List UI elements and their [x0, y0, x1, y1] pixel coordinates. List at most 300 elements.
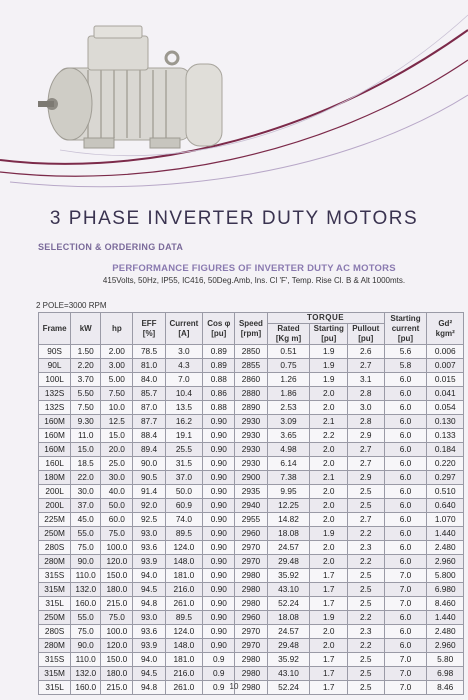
- table-cell: 6.0: [384, 387, 427, 401]
- table-cell: 90L: [39, 359, 71, 373]
- table-cell: 2970: [235, 639, 267, 653]
- table-cell: 2980: [235, 583, 267, 597]
- table-cell: 93.9: [133, 639, 165, 653]
- table-cell: 6.0: [384, 499, 427, 513]
- table-cell: 0.90: [203, 527, 235, 541]
- table-cell: 261.0: [165, 681, 203, 695]
- table-cell: 0.006: [427, 345, 464, 359]
- table-cell: 2980: [235, 569, 267, 583]
- table-cell: 1.070: [427, 513, 464, 527]
- table-cell: 2.0: [310, 457, 348, 471]
- table-cell: 8.46: [427, 681, 464, 695]
- table-cell: 37.0: [165, 471, 203, 485]
- table-cell: 37.0: [71, 499, 101, 513]
- table-cell: 280M: [39, 639, 71, 653]
- table-cell: 120.0: [101, 639, 133, 653]
- table-cell: 2.1: [310, 415, 348, 429]
- table-cell: 0.89: [203, 345, 235, 359]
- table-row: [39, 653, 464, 667]
- table-cell: 87.7: [133, 415, 165, 429]
- header-kw: kW: [71, 313, 101, 345]
- table-cell: 2880: [235, 387, 267, 401]
- table-cell: 148.0: [165, 639, 203, 653]
- table-cell: 1.50: [71, 345, 101, 359]
- table-cell: 0.90: [203, 541, 235, 555]
- table-cell: 2.8: [348, 415, 384, 429]
- table-cell: 3.1: [348, 373, 384, 387]
- motor-illustration-header: [0, 0, 468, 195]
- table-cell: 0.90: [203, 583, 235, 597]
- table-cell: 0.054: [427, 401, 464, 415]
- table-cell: 0.90: [203, 471, 235, 485]
- table-cell: 9.30: [71, 415, 101, 429]
- table-cell: 11.0: [71, 429, 101, 443]
- table-cell: 84.0: [133, 373, 165, 387]
- table-cell: 2970: [235, 555, 267, 569]
- table-cell: 0.9: [203, 681, 235, 695]
- table-cell: 160M: [39, 429, 71, 443]
- table-cell: 0.90: [203, 611, 235, 625]
- table-cell: 87.0: [133, 401, 165, 415]
- table-cell: 12.5: [101, 415, 133, 429]
- table-cell: 0.75: [267, 359, 310, 373]
- table-cell: 16.2: [165, 415, 203, 429]
- table-cell: 2930: [235, 415, 267, 429]
- table-cell: 24.57: [267, 625, 310, 639]
- table-cell: 160.0: [71, 597, 101, 611]
- table-cell: 7.50: [101, 387, 133, 401]
- table-cell: 2980: [235, 667, 267, 681]
- table-cell: 90.0: [133, 457, 165, 471]
- table-cell: 2.7: [348, 457, 384, 471]
- header-pullout: Pullout [pu]: [348, 324, 384, 345]
- table-cell: 0.90: [203, 597, 235, 611]
- table-row: [39, 471, 464, 485]
- table-cell: 81.0: [133, 359, 165, 373]
- table-cell: 200L: [39, 499, 71, 513]
- table-cell: 6.0: [384, 401, 427, 415]
- table-cell: 180.0: [101, 667, 133, 681]
- table-cell: 1.440: [427, 527, 464, 541]
- table-cell: 0.015: [427, 373, 464, 387]
- table-cell: 280M: [39, 555, 71, 569]
- table-cell: 18.08: [267, 527, 310, 541]
- table-cell: 75.0: [101, 611, 133, 625]
- table-row: [39, 401, 464, 415]
- table-cell: 5.6: [384, 345, 427, 359]
- table-cell: 94.0: [133, 653, 165, 667]
- table-cell: 93.6: [133, 541, 165, 555]
- header-frame: Frame: [39, 313, 71, 345]
- table-cell: 2.0: [310, 387, 348, 401]
- table-cell: 2.480: [427, 541, 464, 555]
- table-cell: 2890: [235, 401, 267, 415]
- table-row: [39, 429, 464, 443]
- table-cell: 0.90: [203, 457, 235, 471]
- table-cell: 2.960: [427, 555, 464, 569]
- table-cell: 6.98: [427, 667, 464, 681]
- table-cell: 2.8: [348, 387, 384, 401]
- table-cell: 0.9: [203, 653, 235, 667]
- table-cell: 91.4: [133, 485, 165, 499]
- table-cell: 2.7: [348, 359, 384, 373]
- table-row: [39, 345, 464, 359]
- table-cell: 7.0: [384, 597, 427, 611]
- table-cell: 2.3: [348, 625, 384, 639]
- table-cell: 5.00: [101, 373, 133, 387]
- table-cell: 0.90: [203, 485, 235, 499]
- table-row: [39, 639, 464, 653]
- table-cell: 6.0: [384, 471, 427, 485]
- table-cell: 75.0: [71, 541, 101, 555]
- table-cell: 160M: [39, 443, 71, 457]
- table-cell: 0.041: [427, 387, 464, 401]
- table-cell: 2.0: [310, 443, 348, 457]
- table-cell: 100L: [39, 373, 71, 387]
- table-cell: 29.48: [267, 555, 310, 569]
- table-cell: 2.2: [348, 527, 384, 541]
- table-cell: 2.5: [348, 485, 384, 499]
- table-cell: 2.9: [348, 429, 384, 443]
- table-cell: 43.10: [267, 667, 310, 681]
- table-cell: 2.5: [348, 681, 384, 695]
- table-cell: 35.92: [267, 653, 310, 667]
- table-cell: 6.0: [384, 373, 427, 387]
- table-cell: 160.0: [71, 681, 101, 695]
- table-cell: 6.0: [384, 527, 427, 541]
- table-cell: 0.297: [427, 471, 464, 485]
- table-cell: 0.133: [427, 429, 464, 443]
- table-cell: 92.5: [133, 513, 165, 527]
- table-cell: 75.0: [71, 625, 101, 639]
- table-cell: 2.53: [267, 401, 310, 415]
- table-cell: 0.90: [203, 569, 235, 583]
- table-cell: 2940: [235, 499, 267, 513]
- table-cell: 1.7: [310, 569, 348, 583]
- table-cell: 75.0: [101, 527, 133, 541]
- table-cell: 60.0: [101, 513, 133, 527]
- table-row: [39, 485, 464, 499]
- table-cell: 30.0: [71, 485, 101, 499]
- table-cell: 6.0: [384, 625, 427, 639]
- header-current: Current [A]: [165, 313, 203, 345]
- table-cell: 1.7: [310, 681, 348, 695]
- table-cell: 2.5: [348, 499, 384, 513]
- table-cell: 150.0: [101, 569, 133, 583]
- table-cell: 0.51: [267, 345, 310, 359]
- table-cell: 0.86: [203, 387, 235, 401]
- table-cell: 2855: [235, 359, 267, 373]
- table-cell: 2.0: [310, 513, 348, 527]
- table-cell: 0.90: [203, 415, 235, 429]
- table-cell: 3.65: [267, 429, 310, 443]
- performance-title: PERFORMANCE FIGURES OF INVERTER DUTY AC MOTORS: [112, 263, 396, 274]
- table-cell: 1.7: [310, 597, 348, 611]
- table-cell: 0.90: [203, 639, 235, 653]
- table-cell: 55.0: [71, 527, 101, 541]
- table-cell: 52.24: [267, 597, 310, 611]
- table-cell: 2.0: [310, 541, 348, 555]
- table-cell: 2980: [235, 597, 267, 611]
- table-cell: 2.20: [71, 359, 101, 373]
- table-cell: 180.0: [101, 583, 133, 597]
- table-cell: 180M: [39, 471, 71, 485]
- table-cell: 6.14: [267, 457, 310, 471]
- table-cell: 2850: [235, 345, 267, 359]
- table-cell: 25.0: [101, 457, 133, 471]
- table-cell: 2.0: [310, 485, 348, 499]
- table-cell: 7.0: [384, 681, 427, 695]
- table-cell: 132.0: [71, 583, 101, 597]
- table-row: [39, 415, 464, 429]
- table-row: [39, 443, 464, 457]
- table-row: [39, 597, 464, 611]
- table-cell: 3.70: [71, 373, 101, 387]
- table-cell: 6.0: [384, 485, 427, 499]
- table-cell: 2.0: [310, 555, 348, 569]
- table-cell: 7.0: [384, 653, 427, 667]
- table-cell: 215.0: [101, 597, 133, 611]
- table-cell: 4.98: [267, 443, 310, 457]
- table-cell: 7.0: [165, 373, 203, 387]
- performance-spec: 415Volts, 50Hz, IP55, IC416, 50Deg.Amb, Ins. Cl 'F', Temp. Rise Cl. B & Alt 1000mts.: [102, 276, 406, 285]
- table-cell: 6.0: [384, 541, 427, 555]
- table-cell: 2980: [235, 681, 267, 695]
- table-cell: 74.0: [165, 513, 203, 527]
- table-cell: 15.0: [71, 443, 101, 457]
- table-cell: 93.0: [133, 527, 165, 541]
- table-cell: 25.5: [165, 443, 203, 457]
- table-cell: 280S: [39, 541, 71, 555]
- table-cell: 90.5: [133, 471, 165, 485]
- table-cell: 90.0: [71, 555, 101, 569]
- table-cell: 20.0: [101, 443, 133, 457]
- table-cell: 225M: [39, 513, 71, 527]
- table-cell: 3.0: [348, 401, 384, 415]
- table-cell: 2900: [235, 471, 267, 485]
- table-cell: 1.9: [310, 359, 348, 373]
- table-cell: 8.460: [427, 597, 464, 611]
- table-cell: 88.4: [133, 429, 165, 443]
- table-cell: 52.24: [267, 681, 310, 695]
- table-cell: 9.95: [267, 485, 310, 499]
- table-cell: 2.7: [348, 443, 384, 457]
- table-cell: 7.0: [384, 667, 427, 681]
- table-cell: 7.0: [384, 583, 427, 597]
- table-cell: 5.8: [384, 359, 427, 373]
- table-cell: 315M: [39, 667, 71, 681]
- table-cell: 0.88: [203, 373, 235, 387]
- table-cell: 200L: [39, 485, 71, 499]
- table-row: [39, 499, 464, 513]
- table-cell: 2.5: [348, 667, 384, 681]
- table-cell: 40.0: [101, 485, 133, 499]
- table-cell: 124.0: [165, 625, 203, 639]
- table-cell: 2.6: [348, 345, 384, 359]
- page-number: 10: [229, 682, 239, 691]
- table-cell: 100.0: [101, 625, 133, 639]
- header-hp: hp: [101, 313, 133, 345]
- table-cell: 15.0: [101, 429, 133, 443]
- header-torque: TORQUE: [267, 313, 384, 324]
- table-cell: 0.007: [427, 359, 464, 373]
- table-cell: 13.5: [165, 401, 203, 415]
- table-cell: 2.0: [310, 401, 348, 415]
- table-cell: 3.09: [267, 415, 310, 429]
- table-row: [39, 667, 464, 681]
- table-row: [39, 513, 464, 527]
- table-cell: 2.0: [310, 625, 348, 639]
- table-cell: 3.00: [101, 359, 133, 373]
- header-eff: EFF [%]: [133, 313, 165, 345]
- table-cell: 2.7: [348, 513, 384, 527]
- table-cell: 2930: [235, 429, 267, 443]
- table-cell: 2.2: [348, 611, 384, 625]
- table-cell: 2.1: [310, 471, 348, 485]
- table-cell: 18.08: [267, 611, 310, 625]
- table-row: [39, 541, 464, 555]
- page-title: 3 PHASE INVERTER DUTY MOTORS: [49, 208, 419, 229]
- table-cell: 181.0: [165, 569, 203, 583]
- header-starting-current: Starting current [pu]: [384, 313, 427, 345]
- table-cell: 250M: [39, 527, 71, 541]
- table-cell: 93.0: [133, 611, 165, 625]
- table-cell: 6.0: [384, 639, 427, 653]
- table-body: [39, 345, 464, 695]
- table-cell: 124.0: [165, 541, 203, 555]
- table-cell: 1.9: [310, 527, 348, 541]
- table-cell: 2.0: [310, 499, 348, 513]
- table-cell: 216.0: [165, 667, 203, 681]
- table-cell: 31.5: [165, 457, 203, 471]
- table-cell: 2960: [235, 527, 267, 541]
- table-row: [39, 387, 464, 401]
- table-cell: 315S: [39, 653, 71, 667]
- table-cell: 43.10: [267, 583, 310, 597]
- table-cell: 0.130: [427, 415, 464, 429]
- table-cell: 1.26: [267, 373, 310, 387]
- table-cell: 10.0: [101, 401, 133, 415]
- table-cell: 315L: [39, 681, 71, 695]
- table-cell: 29.48: [267, 639, 310, 653]
- table-cell: 160M: [39, 415, 71, 429]
- table-cell: 12.25: [267, 499, 310, 513]
- table-cell: 261.0: [165, 597, 203, 611]
- table-cell: 22.0: [71, 471, 101, 485]
- table-cell: 1.9: [310, 611, 348, 625]
- table-cell: 2.480: [427, 625, 464, 639]
- table-cell: 19.1: [165, 429, 203, 443]
- table-cell: 0.184: [427, 443, 464, 457]
- table-cell: 132.0: [71, 667, 101, 681]
- table-cell: 0.88: [203, 401, 235, 415]
- table-row: [39, 457, 464, 471]
- table-cell: 215.0: [101, 681, 133, 695]
- table-cell: 10.4: [165, 387, 203, 401]
- header-speed: Speed [rpm]: [235, 313, 267, 345]
- table-cell: 148.0: [165, 555, 203, 569]
- table-cell: 120.0: [101, 555, 133, 569]
- table-cell: 2.0: [310, 639, 348, 653]
- table-row: [39, 555, 464, 569]
- table-cell: 315S: [39, 569, 71, 583]
- table-cell: 6.0: [384, 555, 427, 569]
- table-cell: 0.90: [203, 429, 235, 443]
- table-cell: 2980: [235, 653, 267, 667]
- table-cell: 94.5: [133, 667, 165, 681]
- table-cell: 5.80: [427, 653, 464, 667]
- table-cell: 2860: [235, 373, 267, 387]
- table-cell: 50.0: [101, 499, 133, 513]
- table-cell: 93.9: [133, 555, 165, 569]
- table-row: [39, 373, 464, 387]
- table-cell: 85.7: [133, 387, 165, 401]
- table-cell: 2.5: [348, 569, 384, 583]
- table-cell: 7.0: [384, 569, 427, 583]
- table-cell: 2.00: [101, 345, 133, 359]
- table-cell: 110.0: [71, 653, 101, 667]
- table-cell: 14.82: [267, 513, 310, 527]
- table-cell: 2930: [235, 457, 267, 471]
- table-cell: 45.0: [71, 513, 101, 527]
- table-cell: 181.0: [165, 653, 203, 667]
- table-cell: 2.5: [348, 583, 384, 597]
- table-cell: 35.92: [267, 569, 310, 583]
- table-cell: 132S: [39, 401, 71, 415]
- table-cell: 0.90: [203, 499, 235, 513]
- table-cell: 315L: [39, 597, 71, 611]
- table-cell: 110.0: [71, 569, 101, 583]
- table-cell: 6.0: [384, 513, 427, 527]
- table-cell: 280S: [39, 625, 71, 639]
- table-cell: 18.5: [71, 457, 101, 471]
- pole-label: 2 POLE=3000 RPM: [36, 301, 107, 310]
- table-cell: 2955: [235, 513, 267, 527]
- table-cell: 0.90: [203, 443, 235, 457]
- table-cell: 94.0: [133, 569, 165, 583]
- motor-spec-table: [38, 312, 464, 695]
- table-cell: 0.89: [203, 359, 235, 373]
- table-cell: 1.7: [310, 653, 348, 667]
- table-cell: 2935: [235, 485, 267, 499]
- table-row: [39, 625, 464, 639]
- table-cell: 3.0: [165, 345, 203, 359]
- table-row: [39, 527, 464, 541]
- table-cell: 89.5: [165, 527, 203, 541]
- table-cell: 160L: [39, 457, 71, 471]
- table-cell: 5.800: [427, 569, 464, 583]
- table-cell: 90.0: [71, 639, 101, 653]
- table-cell: 6.0: [384, 415, 427, 429]
- table-cell: 78.5: [133, 345, 165, 359]
- table-cell: 94.8: [133, 597, 165, 611]
- table-cell: 89.4: [133, 443, 165, 457]
- table-cell: 2.9: [348, 471, 384, 485]
- table-cell: 2.2: [348, 639, 384, 653]
- header-gd2: Gd² kgm²: [427, 313, 464, 345]
- header-cos: Cos φ [pu]: [203, 313, 235, 345]
- table-cell: 1.9: [310, 345, 348, 359]
- table-cell: 94.8: [133, 681, 165, 695]
- table-cell: 1.9: [310, 373, 348, 387]
- table-cell: 30.0: [101, 471, 133, 485]
- table-cell: 2970: [235, 625, 267, 639]
- table-cell: 0.220: [427, 457, 464, 471]
- table-cell: 0.90: [203, 625, 235, 639]
- table-cell: 0.640: [427, 499, 464, 513]
- table-row: [39, 611, 464, 625]
- table-cell: 100.0: [101, 541, 133, 555]
